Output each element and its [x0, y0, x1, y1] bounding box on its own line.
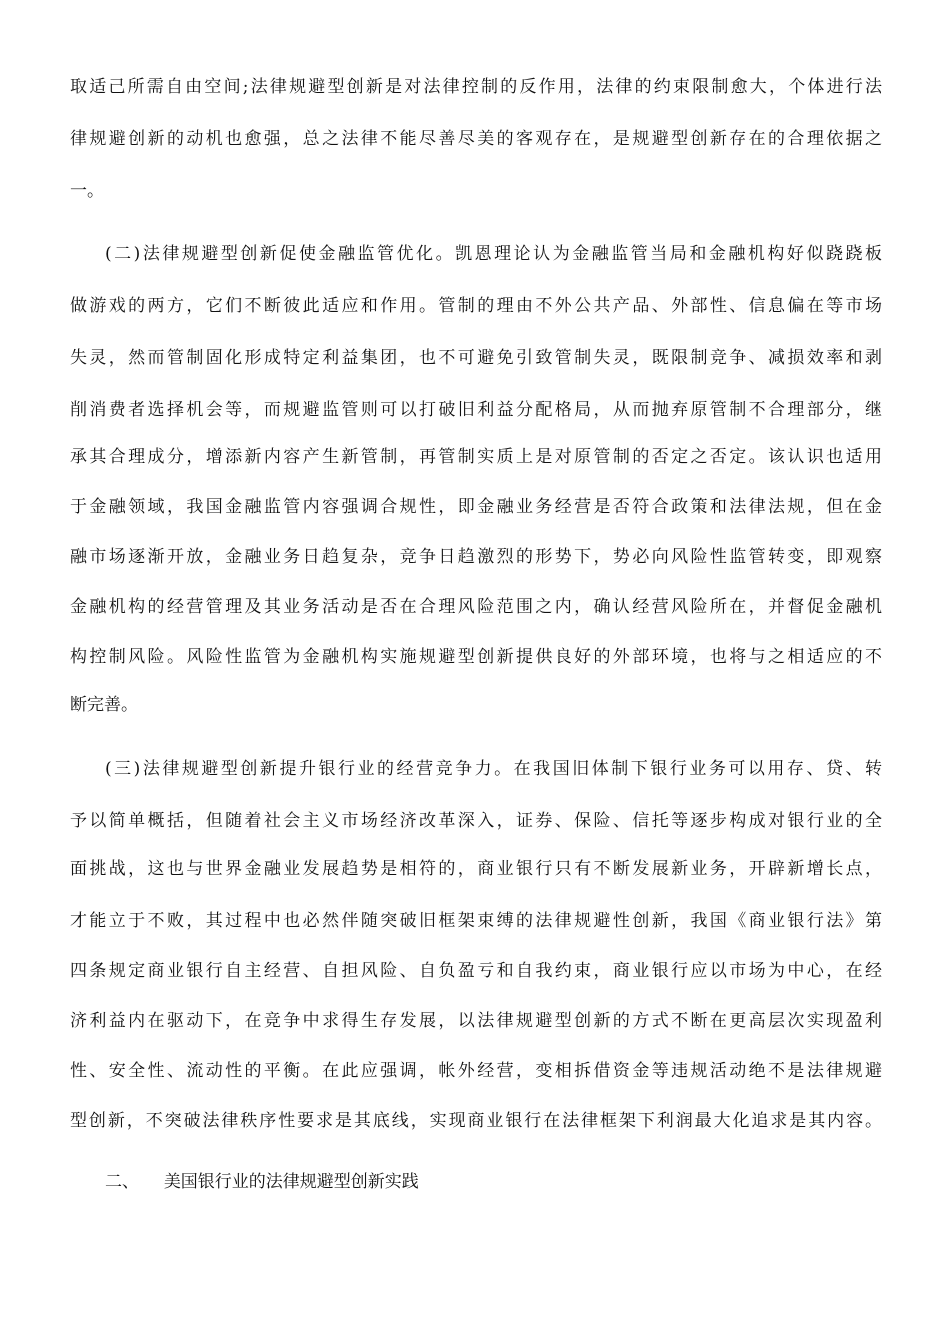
- paragraph-3-line-3: 面挑战，这也与世界金融业发展趋势是相符的，商业银行只有不断发展新业务，开辟新增长点，: [70, 859, 882, 879]
- paragraph-2-line-10: 断完善。: [70, 695, 138, 715]
- paragraph-2-line-6: 于金融领域，我国金融监管内容强调合规性，即金融业务经营是否符合政策和法律法规，但在金: [70, 497, 882, 517]
- paragraph-2-line-4: 削消费者选择机会等，而规避监管则可以打破旧利益分配格局，从而抛弃原管制不合理部分，继: [70, 400, 882, 420]
- paragraph-3-line-7: 性、安全性、流动性的平衡。在此应强调，帐外经营，变相拆借资金等违规活动绝不是法律规避: [70, 1061, 882, 1081]
- section-heading-title: 美国银行业的法律规避型创新实践: [163, 1172, 419, 1192]
- paragraph-2-line-3: 失灵，然而管制固化形成特定利益集团，也不可避免引致管制失灵，既限制竞争、减损效率和剥: [70, 348, 882, 368]
- paragraph-3-line-6: 济利益内在驱动下，在竞争中求得生存发展，以法律规避型创新的方式不断在更高层次实现盈利: [70, 1011, 882, 1031]
- paragraph-2-line-1: (二)法律规避型创新促使金融监管优化。凯恩理论认为金融监管当局和金融机构好似跷跷板: [105, 244, 882, 264]
- paragraph-2-line-2: 做游戏的两方，它们不断彼此适应和作用。管制的理由不外公共产品、外部性、信息偏在等市场: [70, 296, 882, 316]
- section-heading-number: 二、: [105, 1172, 139, 1192]
- paragraph-2-line-8: 金融机构的经营管理及其业务活动是否在合理风险范围之内，确认经营风险所在，并督促金融机: [70, 597, 882, 617]
- paragraph-1-line-3: 一。: [70, 181, 104, 201]
- paragraph-3-line-2: 予以简单概括，但随着社会主义市场经济改革深入，证券、保险、信托等逐步构成对银行业的全: [70, 811, 882, 831]
- paragraph-1-line-1: 取适己所需自由空间;法律规避型创新是对法律控制的反作用，法律的约束限制愈大，个体进行法: [70, 77, 882, 97]
- paragraph-3-line-1: (三)法律规避型创新提升银行业的经营竞争力。在我国旧体制下银行业务可以用存、贷、转: [105, 759, 882, 779]
- paragraph-3-line-5: 四条规定商业银行自主经营、自担风险、自负盈亏和自我约束，商业银行应以市场为中心，在经: [70, 961, 882, 981]
- paragraph-1-line-2: 律规避创新的动机也愈强，总之法律不能尽善尽美的客观存在，是规避型创新存在的合理依据之: [70, 129, 882, 149]
- paragraph-2-line-9: 构控制风险。风险性监管为金融机构实施规避型创新提供良好的外部环境，也将与之相适应的不: [70, 647, 882, 667]
- paragraph-2-line-7: 融市场逐渐开放，金融业务日趋复杂，竞争日趋激烈的形势下，势必向风险性监管转变，即观察: [70, 547, 882, 567]
- paragraph-3-line-4: 才能立于不败，其过程中也必然伴随突破旧框架束缚的法律规避性创新，我国《商业银行法》第: [70, 911, 882, 931]
- paragraph-2-line-5: 承其合理成分，增添新内容产生新管制，再管制实质上是对原管制的否定之否定。该认识也适用: [70, 447, 882, 467]
- section-heading: [105, 1171, 419, 1193]
- paragraph-3-line-8: 型创新，不突破法律秩序性要求是其底线，实现商业银行在法律框架下利润最大化追求是其内容。: [70, 1111, 882, 1131]
